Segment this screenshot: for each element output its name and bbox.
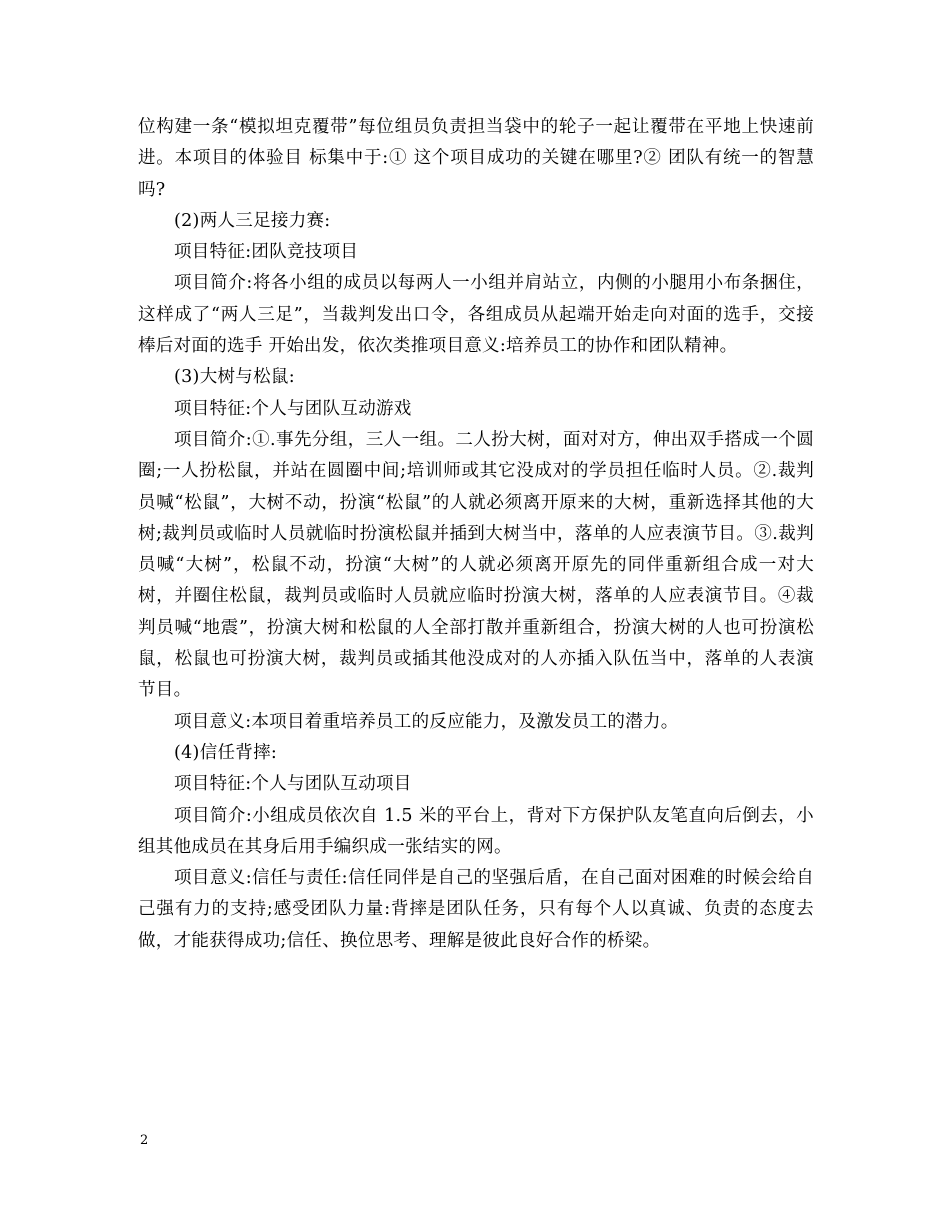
tree-squirrel-meaning: 项目意义:本项目着重培养员工的反应能力，及激发员工的潜力。 bbox=[174, 711, 679, 732]
heading-trust-fall: (4)信任背摔: bbox=[174, 742, 278, 763]
tree-squirrel-intro: 项目简介:①.事先分组，三人一组。二人扮大树，面对对方，伸出双手搭成一个圆圈;一人扮松鼠，并站在圆圈中间;培训师或其它没成对的学员担任临时人员。②.裁判员喊“松鼠”，大树不动，扮演“松鼠”的人就必须离开原来的大树，重新选择其他的大树;裁判员或临时人员就临时扮演松鼠并插到大树当中，落单的人应表演节目。③.裁判员喊“大树”，松鼠不动，扮演“大树”的人就必须离开原先的同伴重新组合成一对大树，并圈住松鼠，裁判员或临时人员就应临时扮演大树，落单的人应表演节目。④裁判员喊“地震”，扮演大树和松鼠的人全部打散并重新组合，扮演大树的人也可扮演松鼠，松鼠也可扮演大树，裁判员或插其他没成对的人亦插入队伍当中，落单的人表演节目。 bbox=[138, 429, 814, 701]
heading-two-person-three-leg-relay: (2)两人三足接力赛: bbox=[174, 210, 331, 231]
tree-squirrel-feature: 项目特征:个人与团队互动游戏 bbox=[174, 398, 412, 419]
document-body bbox=[138, 112, 814, 957]
heading-tree-and-squirrel: (3)大树与松鼠: bbox=[174, 367, 295, 388]
trust-fall-intro: 项目简介:小组成员依次自 1.5 米的平台上，背对下方保护队友笔直向后倒去，小组其他成员在其身后用手编织成一张结实的网。 bbox=[138, 805, 814, 857]
trust-fall-feature: 项目特征:个人与团队互动项目 bbox=[174, 774, 412, 795]
relay-feature: 项目特征:团队竞技项目 bbox=[174, 242, 359, 263]
paragraph-continuation: 位构建一条“模拟坦克覆带”每位组员负责担当袋中的轮子一起让覆带在平地上快速前进。本项目的体验目 标集中于:① 这个项目成功的关键在哪里?② 团队有统一的智慧吗? bbox=[138, 117, 814, 200]
trust-fall-meaning: 项目意义:信任与责任:信任同伴是自己的坚强后盾，在自己面对困难的时候会给自己强有力的支持;感受团队力量:背摔是团队任务，只有每个人以真诚、负责的态度去做，才能获得成功;信任、换位思考、理解是彼此良好合作的桥梁。 bbox=[138, 868, 814, 951]
relay-intro: 项目简介:将各小组的成员以每两人一小组并肩站立，内侧的小腿用小布条捆住，这样成了“两人三足”，当裁判发出口令，各组成员从起端开始走向对面的选手，交接棒后对面的选手 开始出发，依次类推项目意义:培养员工的协作和团队精神。 bbox=[138, 273, 814, 357]
page-number: 2 bbox=[140, 1133, 149, 1148]
